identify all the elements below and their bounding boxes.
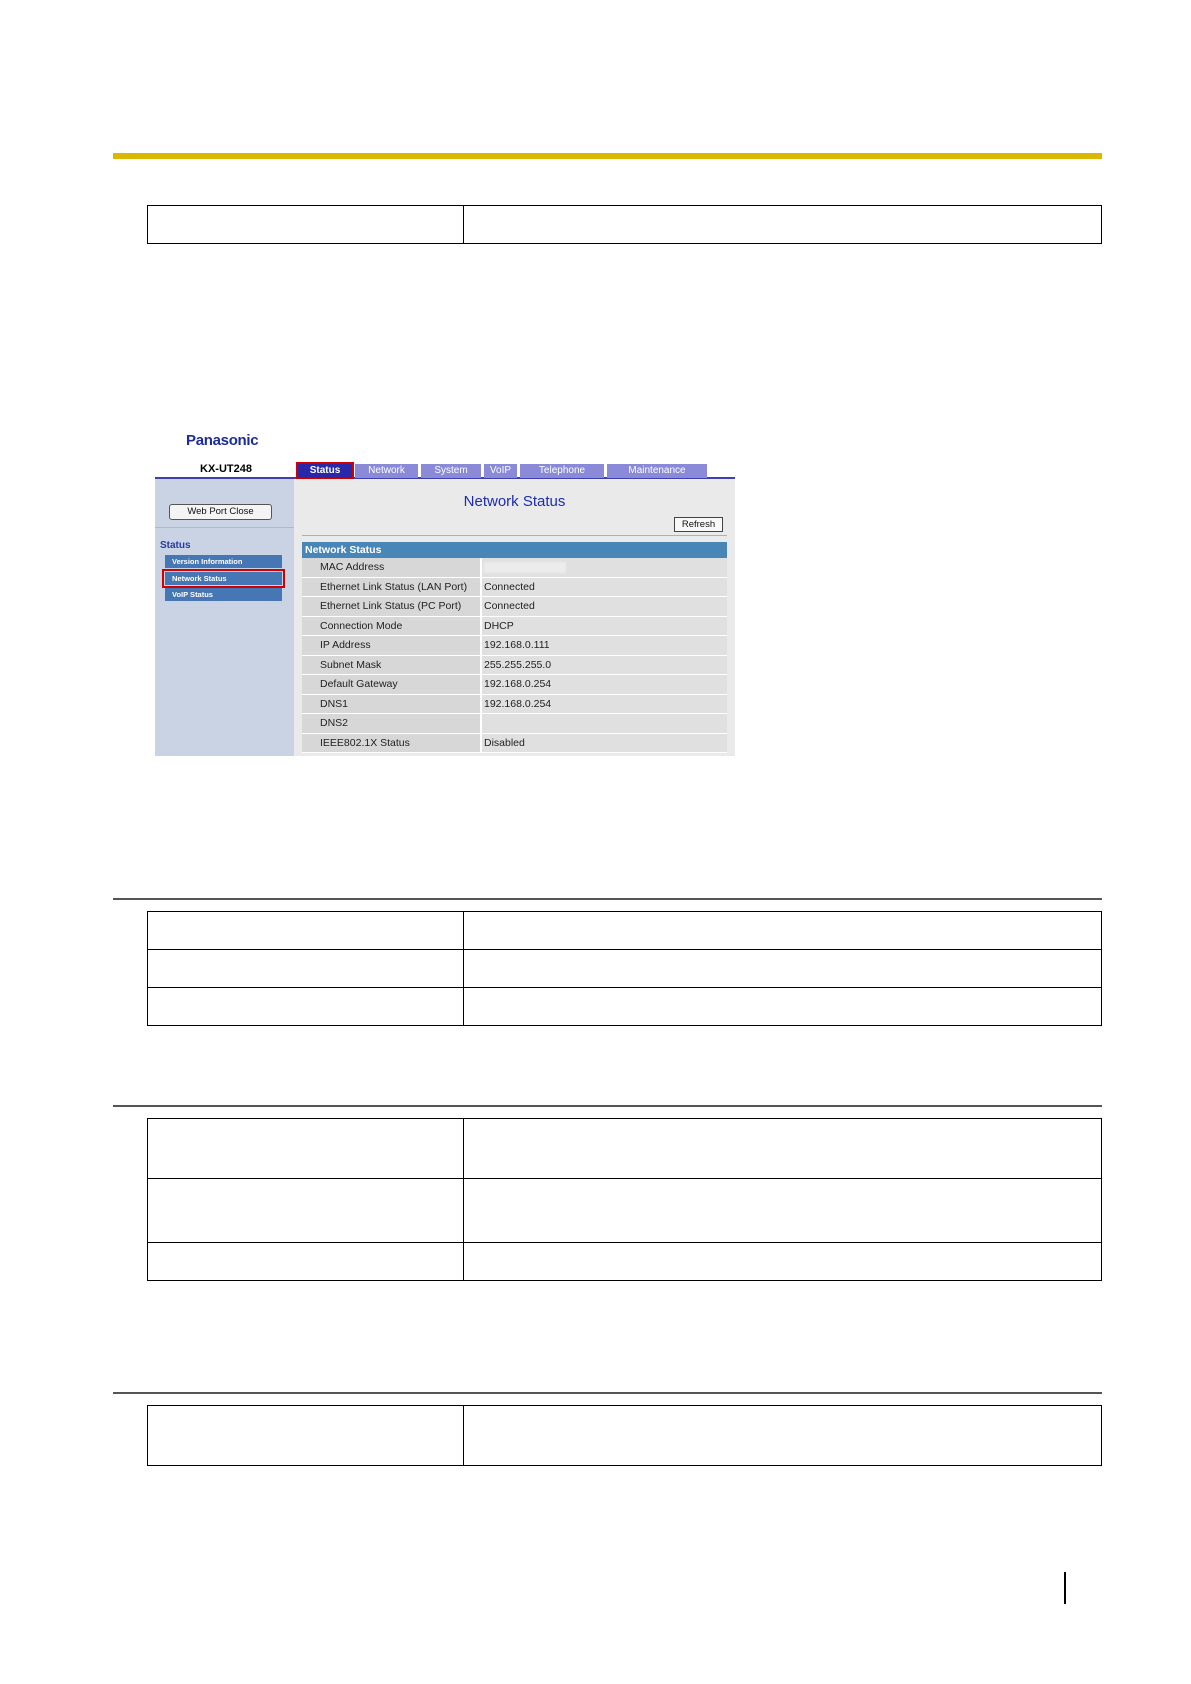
section-rule — [113, 1392, 1102, 1394]
table-cell — [464, 1119, 1102, 1179]
doc-table-3 — [147, 1405, 1102, 1466]
tab-network[interactable]: Network — [355, 464, 418, 478]
tab-status[interactable]: Status — [298, 464, 352, 478]
status-label: MAC Address — [302, 558, 482, 577]
main-panel — [294, 479, 735, 756]
status-value: Connected — [482, 578, 727, 597]
status-value: Connected — [482, 597, 727, 616]
status-value: 192.168.0.254 — [482, 695, 727, 714]
status-value: Disabled — [482, 734, 727, 753]
table-cell — [464, 1243, 1102, 1281]
sidebar-item-voip-status[interactable]: VoIP Status — [165, 588, 282, 601]
status-row-lan-link — [302, 578, 727, 598]
table-cell — [464, 988, 1102, 1026]
page-title: Network Status — [463, 493, 566, 510]
status-row-subnet-mask — [302, 656, 727, 676]
status-table-header: Network Status — [302, 542, 727, 558]
status-value: 192.168.0.254 — [482, 675, 727, 694]
status-label: Ethernet Link Status (LAN Port) — [302, 578, 482, 597]
panasonic-logo: Panasonic — [186, 432, 259, 449]
section-rule — [113, 898, 1102, 900]
status-label: DNS1 — [302, 695, 482, 714]
status-label: IP Address — [302, 636, 482, 655]
table-cell — [464, 912, 1102, 950]
status-label: Default Gateway — [302, 675, 482, 694]
status-label: DNS2 — [302, 714, 482, 733]
status-value: DHCP — [482, 617, 727, 636]
redacted-mac-value — [484, 562, 566, 573]
status-row-pc-link — [302, 597, 727, 617]
status-row-dns1 — [302, 695, 727, 715]
sidebar-divider — [155, 527, 294, 528]
doc-table-2 — [147, 1118, 1102, 1281]
section-rule — [113, 1105, 1102, 1107]
header-rule — [113, 153, 1102, 159]
doc-table-top — [147, 205, 1102, 244]
status-row-ip-address — [302, 636, 727, 656]
table-cell — [148, 988, 464, 1026]
refresh-button[interactable]: Refresh — [674, 517, 723, 532]
status-label: Connection Mode — [302, 617, 482, 636]
web-ui-screenshot — [155, 428, 735, 756]
status-row-ieee8021x — [302, 734, 727, 754]
status-value: 255.255.255.0 — [482, 656, 727, 675]
table-cell — [148, 1119, 464, 1179]
status-label: Ethernet Link Status (PC Port) — [302, 597, 482, 616]
network-status-table — [302, 542, 727, 753]
status-label: IEEE802.1X Status — [302, 734, 482, 753]
tab-maintenance[interactable]: Maintenance — [607, 464, 707, 478]
tab-telephone[interactable]: Telephone — [520, 464, 604, 478]
divider — [302, 535, 727, 536]
model-name: KX-UT248 — [200, 463, 252, 475]
sidebar-item-version-information[interactable]: Version Information — [165, 555, 282, 568]
sidebar-item-network-status[interactable]: Network Status — [165, 572, 282, 585]
status-row-dns2 — [302, 714, 727, 734]
status-label: Subnet Mask — [302, 656, 482, 675]
table-cell — [148, 1179, 464, 1243]
status-value: 192.168.0.111 — [482, 636, 727, 655]
table-cell — [148, 1243, 464, 1281]
table-cell — [464, 1406, 1102, 1466]
table-cell — [464, 206, 1102, 244]
sidebar-heading: Status — [160, 540, 191, 551]
status-value — [482, 714, 727, 733]
doc-table-1 — [147, 911, 1102, 1026]
tab-system[interactable]: System — [421, 464, 481, 478]
page-number-marker — [1064, 1572, 1066, 1604]
table-cell — [148, 950, 464, 988]
table-cell — [464, 950, 1102, 988]
table-cell — [148, 206, 464, 244]
tab-voip[interactable]: VoIP — [484, 464, 517, 478]
table-cell — [464, 1179, 1102, 1243]
table-cell — [148, 1406, 464, 1466]
sidebar — [155, 479, 294, 756]
status-row-connection-mode — [302, 617, 727, 637]
table-cell — [148, 912, 464, 950]
status-row-mac-address — [302, 558, 727, 578]
web-port-close-button[interactable]: Web Port Close — [169, 504, 272, 520]
status-row-default-gateway — [302, 675, 727, 695]
status-value — [482, 558, 727, 577]
